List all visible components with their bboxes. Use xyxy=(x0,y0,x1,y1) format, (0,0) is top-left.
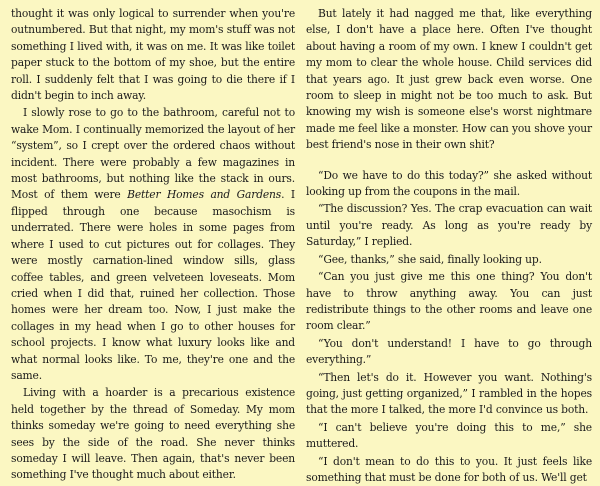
left-page xyxy=(11,6,295,484)
left-paragraph-2 xyxy=(11,105,295,384)
left-paragraph-2-text-a: I slowly rose to go to the bathroom, careful not to wake Mom. I continually memorized the layout of her “system”, so I crept over the ordered chaos without incident. There were probably a few magazines in most bathrooms, but nothing like the stack in ours. Most of them were xyxy=(11,106,295,202)
right-paragraph-7: “Then let's do it. However you want. Nothing's going, just getting organized,” I rambled in the hopes that the more I talked, the more I'd convince us both. xyxy=(306,370,592,417)
right-paragraph-8: “I can't believe you're doing this to me,” she muttered. xyxy=(306,420,592,451)
right-paragraph-2: “Do we have to do this today?” she asked without looking up from the coupons in the mail. xyxy=(306,168,592,199)
right-page xyxy=(306,6,592,486)
right-paragraph-6: “You don't understand! I have to go through everything.” xyxy=(306,336,592,367)
left-paragraph-3: Living with a hoarder is a precarious existence held together by the thread of Someday. My mom thinks someday we're going to need everything she sees by the side of the road. She never thinks someday I will leave. Then again, that's never been something I've thought much about either. xyxy=(11,386,295,482)
right-paragraph-3: “The discussion? Yes. The crap evacuation can wait until you're ready. As long as you're ready by Saturday,” I replied. xyxy=(306,202,592,249)
right-paragraph-5: “Can you just give me this one thing? You don't have to throw anything away. You can just redistribute things to the other rooms and leave one room clear.” xyxy=(306,270,592,333)
magazine-title: Better Homes and Gardens xyxy=(127,188,282,202)
right-paragraph-1: But lately it had nagged me that, like everything else, I don't have a place here. Often I've thought about having a room of my own. I knew I couldn't get my mom to clear the whole house. Child services did that years ago. It just grew back even worse. One room to sleep in might not be too much to ask. But knowing my wish is someone else's worst nightmare made me feel like a monster. How can you shove your best friend's nose in their own shit? xyxy=(306,7,592,152)
right-paragraph-9: “I don't mean to do this to you. It just feels like something that must be done for both of us. We'll get xyxy=(306,454,592,484)
left-paragraph-1: thought it was only logical to surrender when you're outnumbered. But that night, my mom's stuff was not something I lived with, it was on me. It was like toilet paper stuck to the bottom of my shoe, but the entire roll. I suddenly felt that I was going to die there if I didn't begin to inch away. xyxy=(11,7,295,103)
right-paragraph-4: “Gee, thanks,” she said, finally looking up. xyxy=(318,252,542,266)
left-paragraph-2-text-b: . I flipped through one because masochism is underrated. There were holes in some pages from where I used to cut pictures out for collages. They were mostly carnation-lined window sills, glass coffee tables, and green velveteen loveseats. Mom cried when I did that, ruined her collection. Those homes were her dream too. Now, I just make the collages in my head when I go to other houses for school projects. I know what luxury looks like and what normal looks like. To me, they're one and the same. xyxy=(11,188,295,382)
